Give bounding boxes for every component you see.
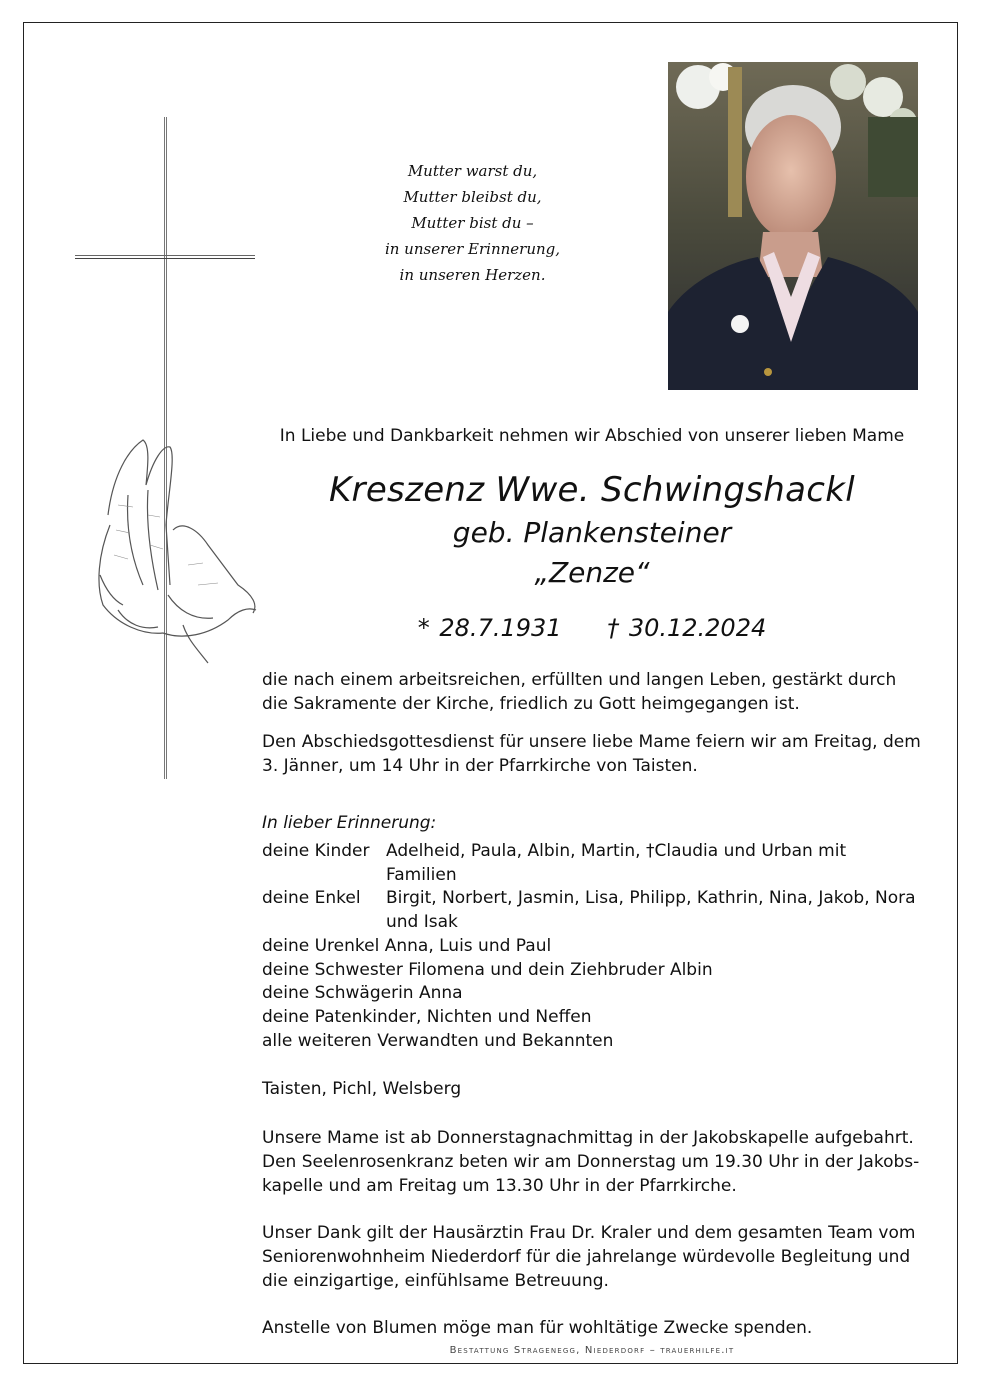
deceased-name: Kreszenz Wwe. Schwingshackl [328, 470, 856, 510]
family-label: deine Kinder [262, 841, 370, 861]
poem-line: Mutter bleibst du, [403, 188, 542, 206]
poem-line: Mutter warst du, [407, 162, 538, 180]
family-line: deine Schwester Filomena und dein Ziehbruder Albin [262, 959, 713, 980]
portrait-photo [668, 62, 918, 390]
nickname: „Zenze“ [534, 556, 650, 589]
family-row [262, 840, 922, 887]
intro-text: In Liebe und Dankbarkeit nehmen wir Abschied von unserer lieben Mame [279, 426, 905, 446]
memorial-poem [360, 158, 585, 288]
death-date: † 30.12.2024 [607, 614, 767, 642]
donation-paragraph: Anstelle von Blumen möge man für wohltätige Zwecke spenden. [262, 1318, 813, 1338]
family-list [262, 840, 922, 1053]
poem-line: Mutter bist du – [411, 214, 534, 232]
family-line: deine Patenkinder, Nichten und Neffen [262, 1006, 592, 1027]
passing-paragraph: die nach einem arbeitsreichen, erfüllten und langen Leben, gestärkt durch die Sakramente der Kirche, friedlich zu Gott heimgegangen ist. [262, 670, 897, 714]
family-row [262, 887, 922, 934]
viewing-paragraph: Unsere Mame ist ab Donnerstagnachmittag in der Jakobskapelle aufgebahrt. Den Seelenrosenkranz beten wir am Donnerstag um 19.30 Uhr in der Jakobskapelle und am Freitag um 13.30 Uhr in der Pfarrkirche. [262, 1128, 920, 1196]
remembrance-title: In lieber Erinnerung: [262, 813, 437, 833]
service-paragraph: Den Abschiedsgottesdienst für unsere liebe Mame feiern wir am Freitag, dem 3. Jänner, um 14 Uhr in der Pfarrkirche von Taisten. [262, 732, 921, 776]
places: Taisten, Pichl, Welsberg [262, 1079, 462, 1099]
family-names: Adelheid, Paula, Albin, Martin, †Claudia und Urban mit Familien [386, 841, 847, 885]
praying-hands-icon [88, 435, 260, 665]
life-dates [262, 614, 922, 642]
maiden-name: geb. Plankensteiner [452, 516, 732, 549]
cross-horizontal-bar [75, 255, 255, 259]
birth-date: * 28.7.1931 [417, 614, 562, 642]
poem-line: in unserer Erinnerung, [384, 240, 561, 258]
family-line: alle weiteren Verwandten und Bekannten [262, 1030, 614, 1051]
thanks-paragraph: Unser Dank gilt der Hausärztin Frau Dr. Kraler und dem gesamten Team vom Seniorenwohnheim Niederdorf für die jahrelange würdevolle Begleitung und die einzigartige, einfühlsame Betreuung. [262, 1223, 916, 1291]
family-names: Birgit, Norbert, Jasmin, Lisa, Philipp, Kathrin, Nina, Jakob, Nora und Isak [386, 888, 916, 933]
family-line: deine Urenkel Anna, Luis und Paul [262, 935, 552, 956]
family-label: deine Enkel [262, 888, 361, 909]
family-line: deine Schwägerin Anna [262, 983, 463, 1004]
poem-line: in unseren Herzen. [399, 266, 546, 284]
funeral-home-footer: Bestattung Stragenegg, Niederdorf – trauerhilfe.it [449, 1345, 735, 1356]
